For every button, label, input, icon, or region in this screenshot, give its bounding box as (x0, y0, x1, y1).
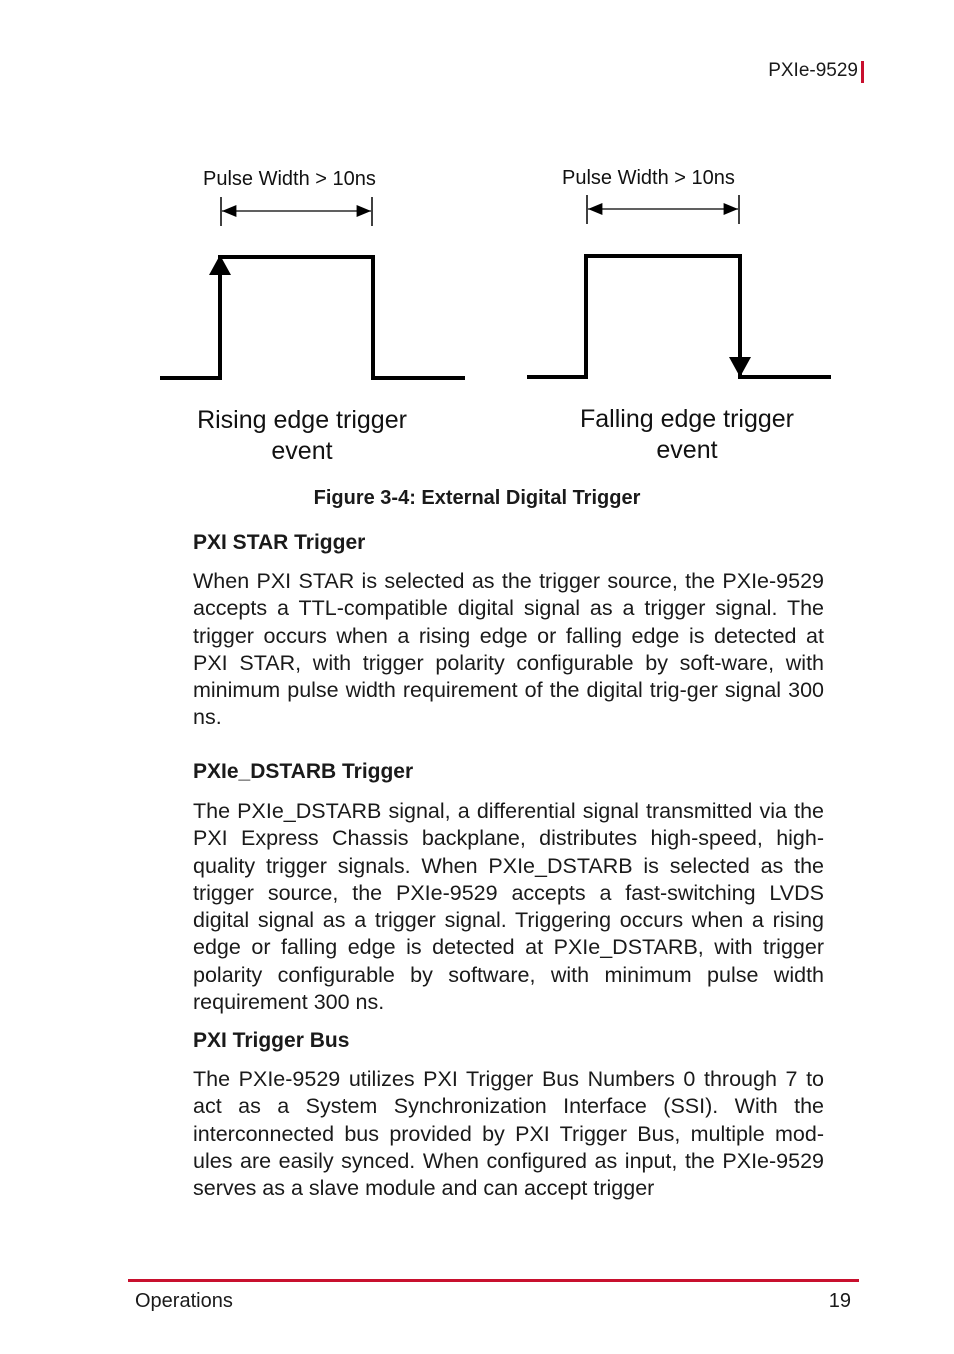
falling-pulse-width-label: Pulse Width > 10ns (562, 167, 735, 189)
section-heading-pxi-trigger-bus: PXI Trigger Bus (193, 1029, 350, 1052)
rising-pulse-width-indicator (221, 197, 372, 226)
running-header-title: PXIe-9529 (768, 60, 858, 81)
rising-event-label-line1: Rising edge trigger (197, 406, 407, 434)
rising-pulse-width-label: Pulse Width > 10ns (203, 168, 376, 190)
trigger-waveform-figure (0, 0, 954, 480)
falling-event-label (560, 404, 814, 466)
section-heading-pxi-star: PXI STAR Trigger (193, 531, 366, 554)
rising-event-label (182, 405, 422, 467)
falling-event-label-line2: event (656, 436, 718, 464)
falling-edge-arrow-icon (729, 357, 751, 377)
rising-edge-waveform (160, 255, 465, 378)
falling-event-label-line1: Falling edge trigger (579, 405, 794, 433)
footer-page-number: 19 (828, 1290, 851, 1312)
footer-section-name: Operations (135, 1290, 233, 1312)
section-body-pxie-dstarb: The PXIe_DSTARB signal, a differential signal transmitted via the PXI Express Chassis backplane, distributes high-speed, high-quality trigger signals. When PXIe_DSTARB is selected as the trigger source, the PXIe-9529 accepts a fast-switching LVDS digital signal as a trigger signal. Triggering occurs when a rising edge or falling edge is detected at PXIe_DSTARB, with trigger polarity configurable by software, with minimum pulse width requirement 300 ns. (193, 799, 824, 1015)
rising-event-label-line2: event (271, 437, 333, 465)
footer-rule (128, 1279, 859, 1282)
falling-edge-waveform (527, 256, 831, 377)
section-body-pxi-star: When PXI STAR is selected as the trigger source, the PXIe-9529 accepts a TTL-compatible digital signal as a trigger signal. The trigger occurs when a rising edge or falling edge is detected at PXI STAR, with trigger polarity configurable by soft-ware, with minimum pulse width requirement of the digital trig-ger signal 300 ns. (193, 569, 824, 730)
section-body-pxi-trigger-bus: The PXIe-9529 utilizes PXI Trigger Bus Numbers 0 through 7 to act as a System Synchronization Interface (SSI). With the interconnected bus provided by PXI Trigger Bus, multiple mod-ules are easily synced. When configured as input, the PXIe-9529 serves as a slave module and can accept trigger (193, 1067, 824, 1201)
falling-pulse-width-indicator (587, 195, 739, 224)
figure-caption: Figure 3-4: External Digital Trigger (313, 487, 641, 509)
section-heading-pxie-dstarb: PXIe_DSTARB Trigger (193, 760, 414, 783)
